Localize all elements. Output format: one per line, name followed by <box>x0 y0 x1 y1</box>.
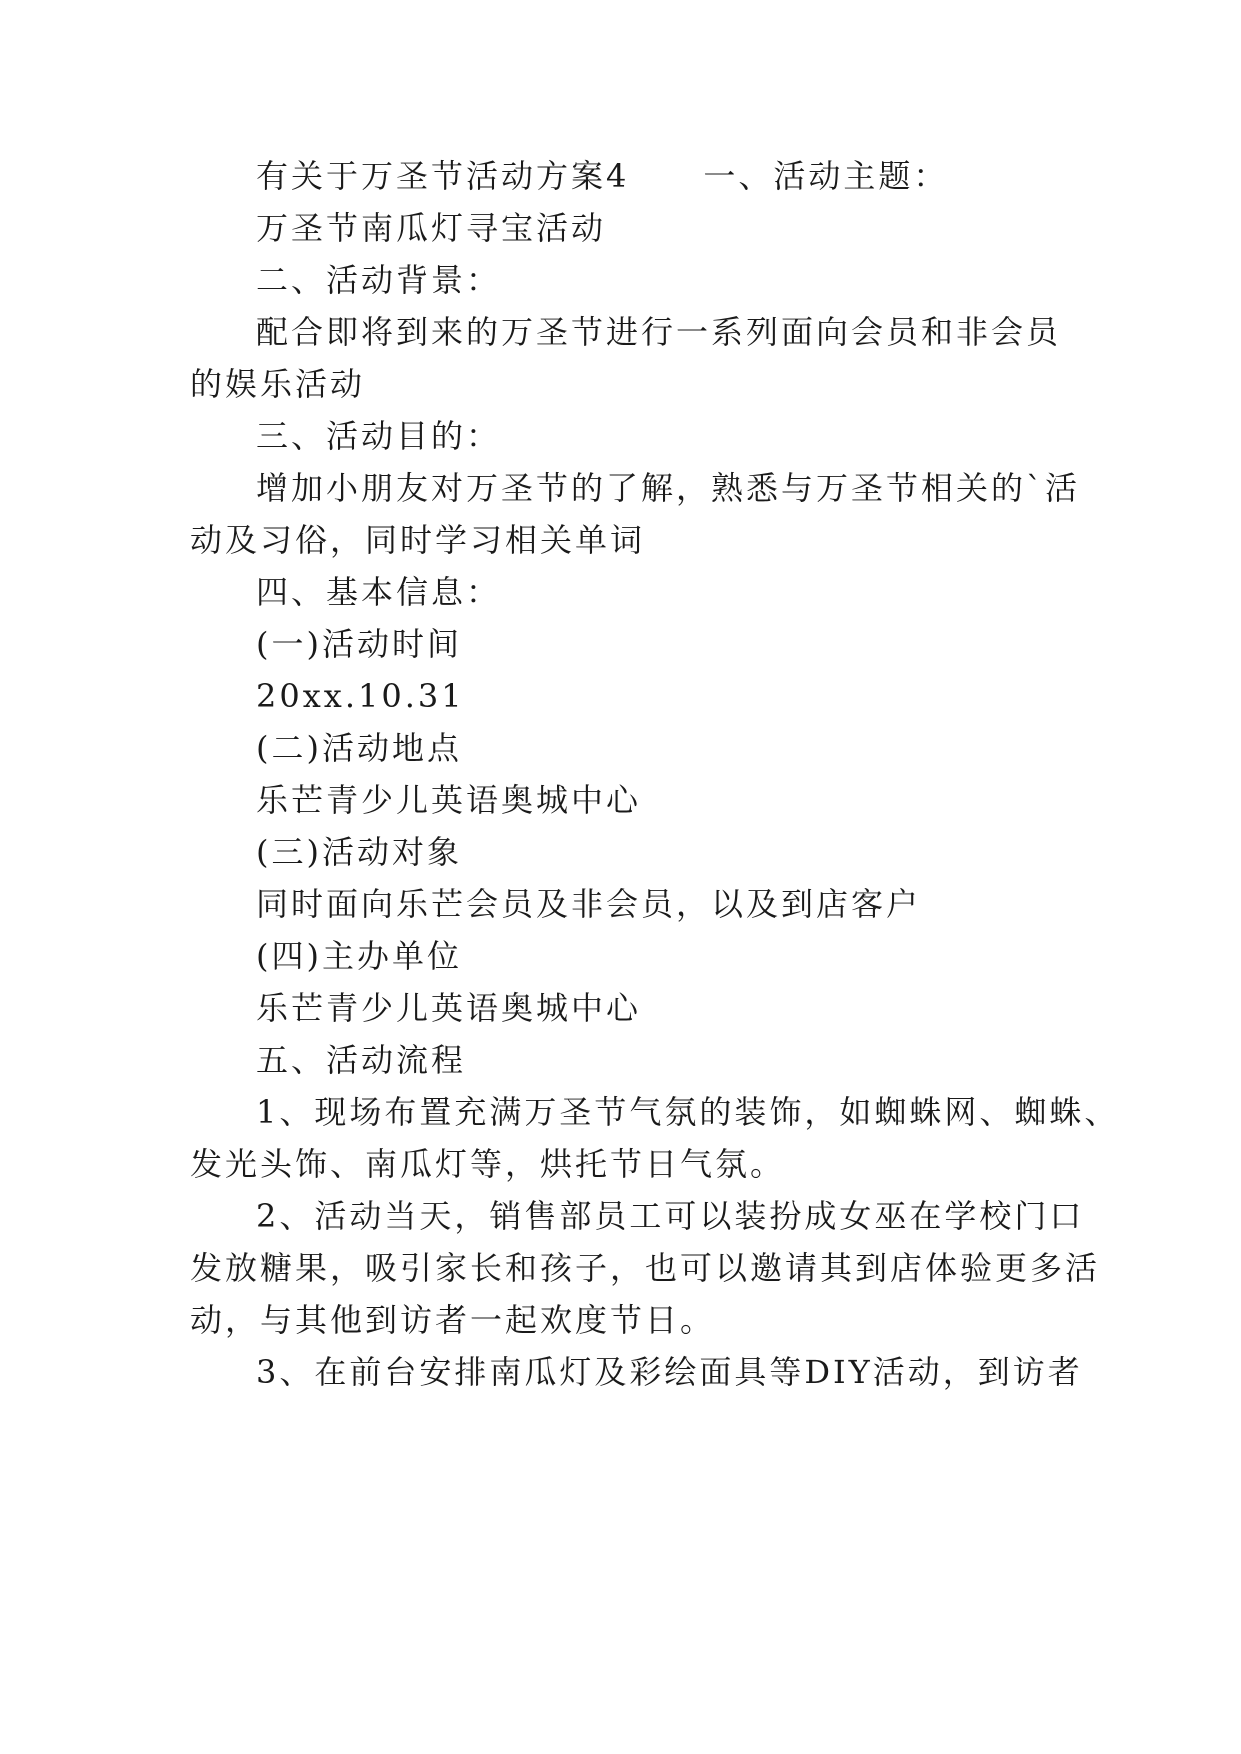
paragraph-line: 乐芒青少儿英语奥城中心 <box>256 781 642 819</box>
paragraph-line: 同时面向乐芒会员及非会员，以及到店客户 <box>256 885 922 923</box>
paragraph-line: 1、现场布置充满万圣节气氛的装饰，如蜘蛛网、蜘蛛、 <box>256 1093 1120 1131</box>
section-heading-background: 二、活动背景： <box>256 261 502 299</box>
paragraph-line: 增加小朋友对万圣节的了解，熟悉与万圣节相关的`活 <box>256 469 1081 507</box>
paragraph-line: 配合即将到来的万圣节进行一系列面向会员和非会员 <box>256 313 1062 351</box>
section-heading-process: 五、活动流程 <box>256 1041 467 1079</box>
section-heading-info: 四、基本信息： <box>256 573 502 611</box>
subheading-audience: (三)活动对象 <box>256 833 462 871</box>
paragraph-line: 发光头饰、南瓜灯等，烘托节日气氛。 <box>190 1145 786 1183</box>
title-line <box>256 156 948 196</box>
paragraph-line: 万圣节南瓜灯寻宝活动 <box>256 209 607 247</box>
subheading-organizer: (四)主办单位 <box>256 937 462 975</box>
document-title: 有关于万圣节活动方案4 <box>256 157 630 195</box>
paragraph-line: 3、在前台安排南瓜灯及彩绘面具等DIY活动，到访者 <box>256 1353 1083 1391</box>
subheading-time: (一)活动时间 <box>256 625 462 663</box>
subheading-location: (二)活动地点 <box>256 729 462 767</box>
section-heading-purpose: 三、活动目的： <box>256 417 502 455</box>
paragraph-line: 20xx.10.31 <box>256 677 465 715</box>
paragraph-line: 乐芒青少儿英语奥城中心 <box>256 989 642 1027</box>
paragraph-line: 2、活动当天，销售部员工可以装扮成女巫在学校门口 <box>256 1197 1085 1235</box>
section-heading-theme: 一、活动主题： <box>703 157 949 195</box>
paragraph-line: 发放糖果，吸引家长和孩子，也可以邀请其到店体验更多活 <box>190 1249 1101 1287</box>
paragraph-line: 动及习俗，同时学习相关单词 <box>190 521 646 559</box>
paragraph-line: 的娱乐活动 <box>190 365 366 403</box>
paragraph-line: 动，与其他到访者一起欢度节日。 <box>190 1301 716 1339</box>
